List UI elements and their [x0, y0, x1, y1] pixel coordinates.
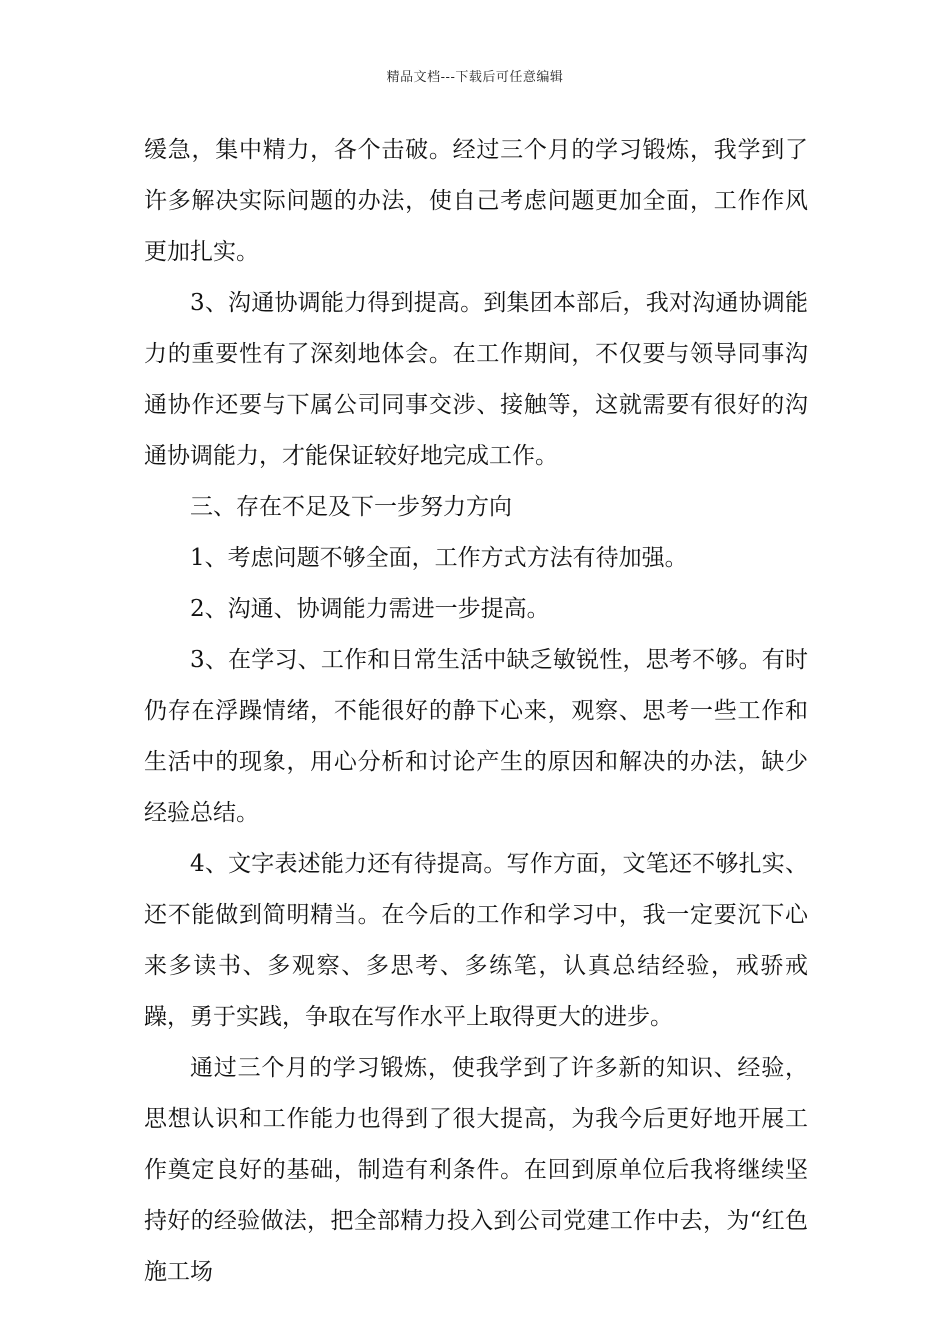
paragraph-1: 缓急，集中精力，各个击破。经过三个月的学习锻炼，我学到了许多解决实际问题的办法，使自己考虑问题更加全面，工作作风更加扎实。: [144, 137, 808, 265]
page-header: 精品文档---下载后可任意编辑: [386, 70, 564, 85]
paragraph-8: 通过三个月的学习锻炼，使我学到了许多新的知识、经验，思想认识和工作能力也得到了很大提高，为我今后更好地开展工作奠定良好的基础，制造有利条件。在回到原单位后我将继续坚持好的经验做法，把全部精力投入到公司党建工作中去，为“红色施工场: [144, 1055, 808, 1285]
paragraph-4: 1、考虑问题不够全面，工作方式方法有待加强。: [190, 545, 688, 571]
paragraph-2: 3、沟通协调能力得到提高。到集团本部后，我对沟通协调能力的重要性有了深刻地体会。在工作期间，不仅要与领导同事沟通协作还要与下属公司同事交涉、接触等，这就需要有很好的沟通协调能力，才能保证较好地完成工作。: [144, 290, 808, 469]
paragraph-7: 4、文字表述能力还有待提高。写作方面，文笔还不够扎实、还不能做到简明精当。在今后的工作和学习中，我一定要沉下心来多读书、多观察、多思考、多练笔，认真总结经验，戒骄戒躁，勇于实践，争取在写作水平上取得更大的进步。: [144, 851, 808, 1030]
paragraph-5: 2、沟通、协调能力需进一步提高。: [190, 596, 550, 622]
section-heading: 三、存在不足及下一步努力方向: [190, 494, 512, 520]
paragraph-6: 3、在学习、工作和日常生活中缺乏敏锐性，思考不够。有时仍存在浮躁情绪，不能很好的静下心来，观察、思考一些工作和生活中的现象，用心分析和讨论产生的原因和解决的办法，缺少经验总结。: [144, 647, 808, 826]
document-body: [144, 125, 808, 1298]
